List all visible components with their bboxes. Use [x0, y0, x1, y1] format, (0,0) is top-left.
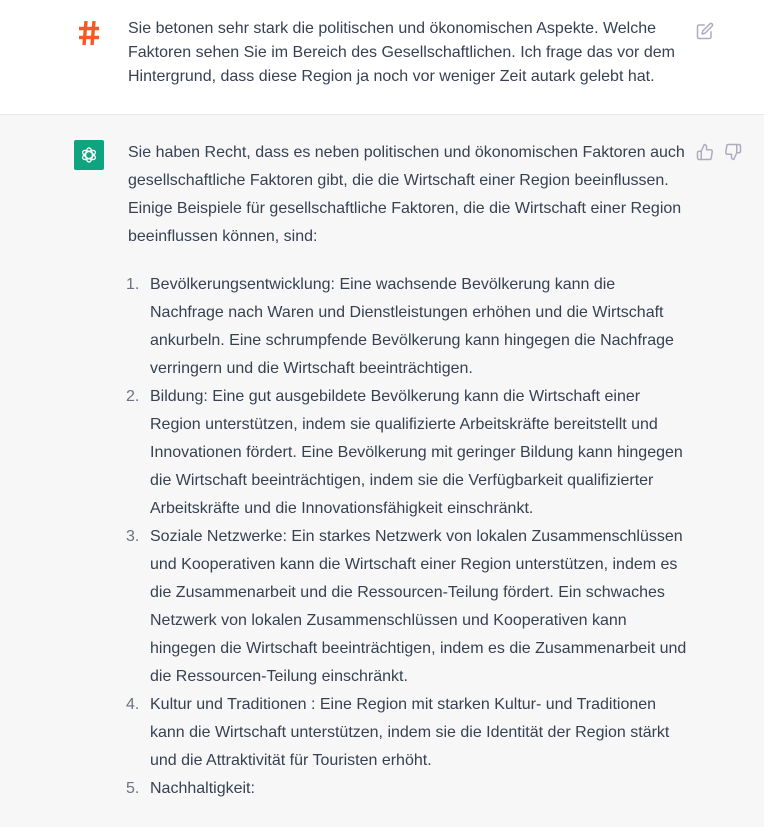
factor-list — [128, 271, 688, 803]
list-item-number: 2. — [126, 388, 140, 405]
list-item — [128, 691, 688, 775]
list-item — [128, 383, 688, 523]
edit-icon[interactable] — [696, 22, 714, 40]
user-message — [0, 0, 764, 115]
user-message-text: Sie betonen sehr stark die politischen und ökonomischen Aspekte. Welche Faktoren sehen Sie im Bereich des Gesellschaftlichen. Ich frage das vor dem Hintergrund, dass diese Region ja noch vor weniger Zeit autark gelebt hat. — [128, 20, 675, 85]
list-item-text: Nachhaltigkeit: — [150, 780, 255, 797]
list-item-text: Bildung: Eine gut ausgebildete Bevölkerung kann die Wirtschaft einer Region unterstützen, indem sie qualifizierte Arbeitskräfte bereitstellt und Innovationen fördert. Eine Bevölkerung mit geringer Bildung kann hingegen die Wirtschaft beeinträchtigen, indem sie die Verfügbarkeit qualifizierter Arbeitskräfte und die Innovationsfähigkeit einschränkt. — [150, 388, 683, 517]
list-item-number: 1. — [126, 276, 140, 293]
answer-intro: Sie haben Recht, dass es neben politischen und ökonomischen Faktoren auch gesellschaftliche Faktoren gibt, die die Wirtschaft einer Region beeinflussen. Einige Beispiele für gesellschaftliche Faktoren, die die Wirtschaft einer Region beeinflussen können, sind: — [128, 144, 685, 245]
list-item-number: 4. — [126, 696, 140, 713]
list-item — [128, 775, 688, 803]
thumbs-up-icon[interactable] — [696, 143, 714, 161]
list-item-text: Bevölkerungsentwicklung: Eine wachsende Bevölkerung kann die Nachfrage nach Waren und Dienstleistungen erhöhen und die Wirtschaft ankurbeln. Eine schrumpfende Bevölkerung kann hingegen die Nachfrage verringern und die Wirtschaft beeinträchtigen. — [150, 276, 674, 377]
list-item-text: Soziale Netzwerke: Ein starkes Netzwerk von lokalen Zusammenschlüssen und Kooperativen kann die Wirtschaft einer Region unterstützen, indem es die Zusammenarbeit und die Ressourcen-Teilung fördert. Ein schwaches Netzwerk von lokalen Zusammenschlüssen und Kooperativen kann hingegen die Wirtschaft beeinträchtigen, indem es die Zusammenarbeit und die Ressourcen-Teilung einschränkt. — [150, 528, 687, 685]
list-item-number: 3. — [126, 528, 140, 545]
user-avatar — [74, 18, 104, 48]
list-item — [128, 523, 688, 691]
list-item-text: Kultur und Traditionen : Eine Region mit starken Kultur- und Traditionen kann die Wirtschaft unterstützen, indem sie die Identität der Region stärkt und die Attraktivität für Touristen erhöht. — [150, 696, 670, 769]
assistant-message — [0, 115, 764, 827]
hash-icon — [78, 20, 100, 46]
list-item-number: 5. — [126, 780, 140, 797]
openai-logo-icon — [79, 145, 99, 165]
assistant-avatar — [74, 140, 104, 170]
thumbs-down-icon[interactable] — [724, 143, 742, 161]
assistant-answer — [128, 139, 688, 803]
list-item — [128, 271, 688, 383]
